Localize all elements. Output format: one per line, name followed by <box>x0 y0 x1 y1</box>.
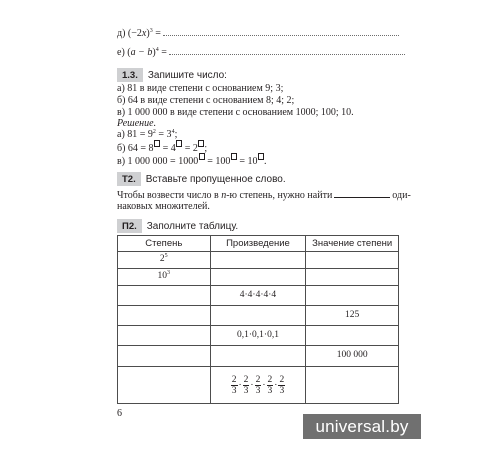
item-label: е) <box>117 47 125 58</box>
cell-power-empty[interactable] <box>118 306 211 326</box>
solution-c <box>117 153 266 168</box>
answer-dotted-line[interactable] <box>163 27 399 36</box>
t2-text: оди- <box>392 190 411 201</box>
task-p2-header <box>117 219 238 233</box>
task-1-3-item-b: б) 64 в виде степени с основанием 8; 4; 2; <box>117 95 295 106</box>
cell-product: 0,1·0,1·0,1 <box>210 326 306 346</box>
fraction <box>278 375 285 396</box>
sol-text: а) 81 = 9 <box>117 129 153 140</box>
sol-text: . <box>263 156 267 167</box>
power-base: 2 <box>159 254 165 265</box>
missing-word-blank[interactable] <box>334 189 390 198</box>
power-exp: 5 <box>164 253 168 260</box>
frac-den: 3 <box>231 385 237 396</box>
sol-text: = 2 <box>182 143 198 154</box>
frac-num: 2 <box>231 374 237 385</box>
cell-product-empty[interactable] <box>210 269 306 286</box>
table-header-row <box>118 236 399 252</box>
cell-value-empty[interactable] <box>306 286 399 306</box>
fraction <box>267 375 274 396</box>
cell-product-fractions <box>210 367 306 404</box>
power-table <box>117 235 399 404</box>
sol-text: в) 1 000 000 = 1000 <box>117 156 199 167</box>
frac-den: 3 <box>243 385 249 396</box>
cell-value-empty[interactable] <box>306 367 399 404</box>
table-row <box>118 252 399 269</box>
cell-product-empty[interactable] <box>210 306 306 326</box>
expr-close: ) <box>146 28 150 39</box>
cell-power <box>118 252 211 269</box>
solution-label-text: Решение. <box>117 118 157 129</box>
page-number: 6 <box>117 408 122 419</box>
fraction <box>231 375 238 396</box>
header-power: Степень <box>118 236 211 252</box>
sol-text: = 3 <box>155 129 172 140</box>
power-exp: 3 <box>167 270 171 277</box>
expr-var: x <box>141 28 147 39</box>
table-row <box>118 326 399 346</box>
watermark: universal.by <box>303 414 421 439</box>
task-badge: П2. <box>117 219 142 233</box>
sol-text: = 10 <box>236 156 258 167</box>
expr-exp: 4 <box>155 47 159 53</box>
task-badge: 1.3. <box>117 68 143 82</box>
table-row <box>118 306 399 326</box>
cell-power-empty[interactable] <box>118 346 211 367</box>
task-1-3-item-c: в) 1 000 000 в виде степени с основанием 1000; 100; 10. <box>117 107 354 118</box>
expr-open: (−2 <box>127 28 142 39</box>
frac-den: 3 <box>279 385 285 396</box>
table-row <box>118 367 399 404</box>
cell-value-empty[interactable] <box>306 326 399 346</box>
task-1-3-header <box>117 68 227 82</box>
t2-text: -ю степень, нужно найти <box>226 190 333 201</box>
task-title: Вставьте пропущенное слово. <box>145 174 286 185</box>
t2-text: Чтобы возвести число в <box>117 190 222 201</box>
task-1-3-item-a: а) 81 в виде степени с основанием 9; 3; <box>117 83 284 94</box>
expr-open: ( <box>127 47 131 58</box>
exercise-d <box>117 27 399 40</box>
task-title: Запишите число: <box>147 70 227 81</box>
cell-product: 4·4·4·4·4 <box>210 286 306 306</box>
task-t2-header <box>117 172 286 186</box>
cell-power-empty[interactable] <box>118 326 211 346</box>
cell-product-empty[interactable] <box>210 252 306 269</box>
frac-dot: · <box>274 380 278 391</box>
expr-close: ) <box>152 47 156 58</box>
fraction <box>243 375 250 396</box>
frac-den: 3 <box>267 385 273 396</box>
frac-dot: · <box>250 380 254 391</box>
frac-den: 3 <box>255 385 261 396</box>
expr-exp: 3 <box>149 28 153 34</box>
sol-text: = 4 <box>160 143 176 154</box>
frac-dot: · <box>238 380 242 391</box>
table-row <box>118 346 399 367</box>
fraction <box>255 375 262 396</box>
sol-text: ; <box>204 143 208 154</box>
frac-num: 2 <box>267 374 273 385</box>
cell-value: 100 000 <box>306 346 399 367</box>
cell-value-empty[interactable] <box>306 269 399 286</box>
expr-var: a − b <box>130 47 153 58</box>
cell-value: 125 <box>306 306 399 326</box>
task-badge: Т2. <box>117 172 141 186</box>
cell-value-empty[interactable] <box>306 252 399 269</box>
sol-text: б) 64 = 8 <box>117 143 154 154</box>
frac-num: 2 <box>243 374 249 385</box>
frac-num: 2 <box>279 374 285 385</box>
exercise-e <box>117 46 405 59</box>
table-row <box>118 286 399 306</box>
cell-power-empty[interactable] <box>118 286 211 306</box>
cell-power <box>118 269 211 286</box>
power-base: 10 <box>157 271 168 282</box>
table-row <box>118 269 399 286</box>
cell-product-empty[interactable] <box>210 346 306 367</box>
task-t2-line2: наковых множителей. <box>117 201 210 212</box>
equals: = <box>152 28 161 39</box>
frac-num: 2 <box>255 374 261 385</box>
frac-dot: · <box>262 380 266 391</box>
header-product: Произведение <box>210 236 306 252</box>
header-value: Значение степени <box>306 236 399 252</box>
t2-var: n <box>221 190 227 201</box>
item-label: д) <box>117 28 126 39</box>
sol-text: ; <box>174 129 178 140</box>
equals: = <box>158 47 167 58</box>
cell-power-empty[interactable] <box>118 367 211 404</box>
sol-exp: 4 <box>171 129 175 135</box>
task-title: Заполните таблицу. <box>146 221 239 232</box>
answer-dotted-line[interactable] <box>169 46 405 55</box>
sol-text: = 100 <box>204 156 231 167</box>
sol-exp: 2 <box>152 129 156 135</box>
